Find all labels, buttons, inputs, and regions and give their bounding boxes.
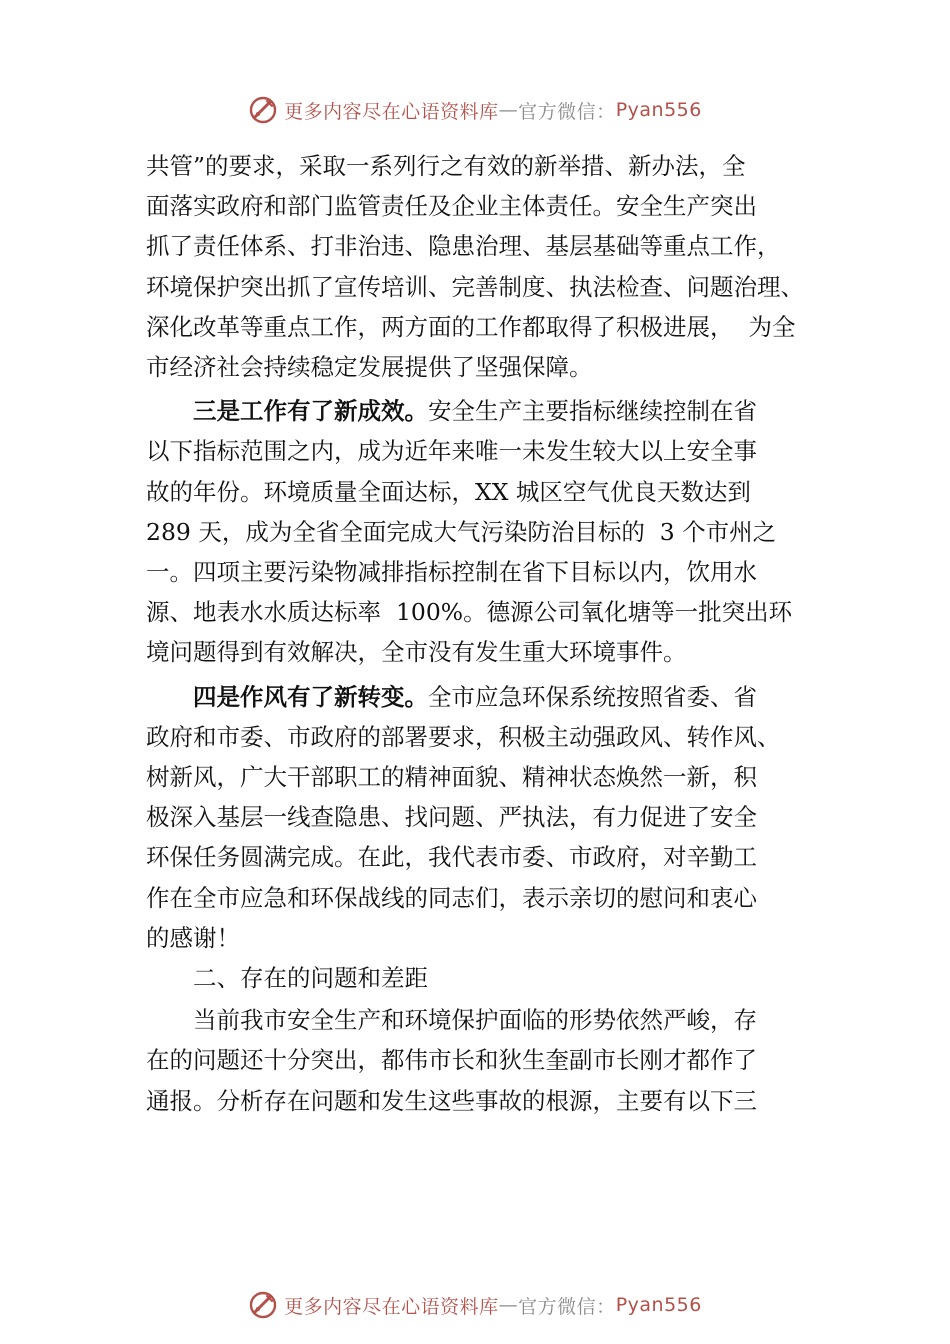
- text-line: 面落实政府和部门监管责任及企业主体责任。安全生产突出: [146, 192, 757, 221]
- header-watermark: [0, 95, 950, 125]
- text-line: [146, 391, 816, 431]
- paragraph-2: [146, 391, 816, 672]
- paragraph-5: [146, 1000, 816, 1121]
- text-line: 市经济社会持续稳定发展提供了坚强保障。: [146, 353, 593, 382]
- text-run: 全市应急环保系统按照省委、省: [428, 682, 757, 711]
- text-line: 抓了责任体系、打非治违、隐患治理、基层基础等重点工作，: [146, 232, 781, 261]
- section-heading: [146, 958, 816, 998]
- text-line: 当前我市安全生产和环境保护面临的形势依然严峻，存: [193, 1006, 757, 1035]
- text-line: 以下指标范围之内，成为近年来唯一未发生较大以上安全事: [146, 437, 757, 466]
- text-line: 境问题得到有效解决，全市没有发生重大环境事件。: [146, 638, 687, 667]
- text-line: 极深入基层一线查隐患、找问题、严执法，有力促进了安全: [146, 803, 757, 832]
- watermark-id: Pyan556: [615, 99, 702, 121]
- watermark-id: Pyan556: [615, 1294, 702, 1316]
- paragraph-heading: 三是工作有了新成效。: [193, 397, 428, 426]
- paragraph-3: [146, 677, 816, 958]
- document-body: [146, 146, 816, 1121]
- text-line: 289 天，成为全省全面完成大气污染防治目标的 3 个市州之: [146, 517, 777, 546]
- text-line: 在的问题还十分突出，都伟市长和狄生奎副市长刚才都作了: [146, 1046, 757, 1075]
- text-line: 的感谢！: [146, 923, 240, 952]
- watermark-label: 官方微信：: [518, 1295, 616, 1318]
- text-line: 环保任务圆满完成。在此，我代表市委、市政府，对辛勤工: [146, 843, 757, 872]
- watermark-text: 更多内容尽在心语资料库: [284, 100, 499, 123]
- pen-seal-icon: [248, 95, 278, 125]
- text-line: 二、存在的问题和差距: [193, 964, 428, 993]
- watermark-label: 官方微信：: [518, 100, 616, 123]
- text-line: 深化改革等重点工作，两方面的工作都取得了积极进展， 为全: [146, 312, 796, 341]
- text-line: 源、地表水水质达标率 100%。德源公司氧化塘等一批突出环: [146, 598, 793, 627]
- pen-seal-icon: [248, 1290, 278, 1320]
- paragraph-1: [146, 146, 816, 387]
- text-line: 树新风，广大干部职工的精神面貌、精神状态焕然一新，积: [146, 763, 757, 792]
- text-line: 通报。分析存在问题和发生这些事故的根源，主要有以下三: [146, 1086, 757, 1115]
- watermark-separator: —: [498, 1294, 519, 1316]
- text-line: 故的年份。环境质量全面达标，XX 城区空气优良天数达到: [146, 477, 751, 506]
- text-run: 安全生产主要指标继续控制在省: [428, 397, 757, 426]
- text-line: 作在全市应急和环保战线的同志们，表示亲切的慰问和衷心: [146, 883, 757, 912]
- text-line: 环境保护突出抓了宣传培训、完善制度、执法检查、问题治理、: [146, 272, 804, 301]
- footer-watermark: [0, 1290, 950, 1320]
- paragraph-heading: 四是作风有了新转变。: [193, 682, 428, 711]
- watermark-text: 更多内容尽在心语资料库: [284, 1295, 499, 1318]
- text-line: 共管”的要求，采取一系列行之有效的新举措、新办法，全: [146, 152, 746, 180]
- text-line: [146, 677, 816, 717]
- watermark-separator: —: [498, 99, 519, 121]
- text-line: 一。四项主要污染物减排指标控制在省下目标以内，饮用水: [146, 558, 757, 587]
- text-line: 政府和市委、市政府的部署要求，积极主动强政风、转作风、: [146, 722, 781, 751]
